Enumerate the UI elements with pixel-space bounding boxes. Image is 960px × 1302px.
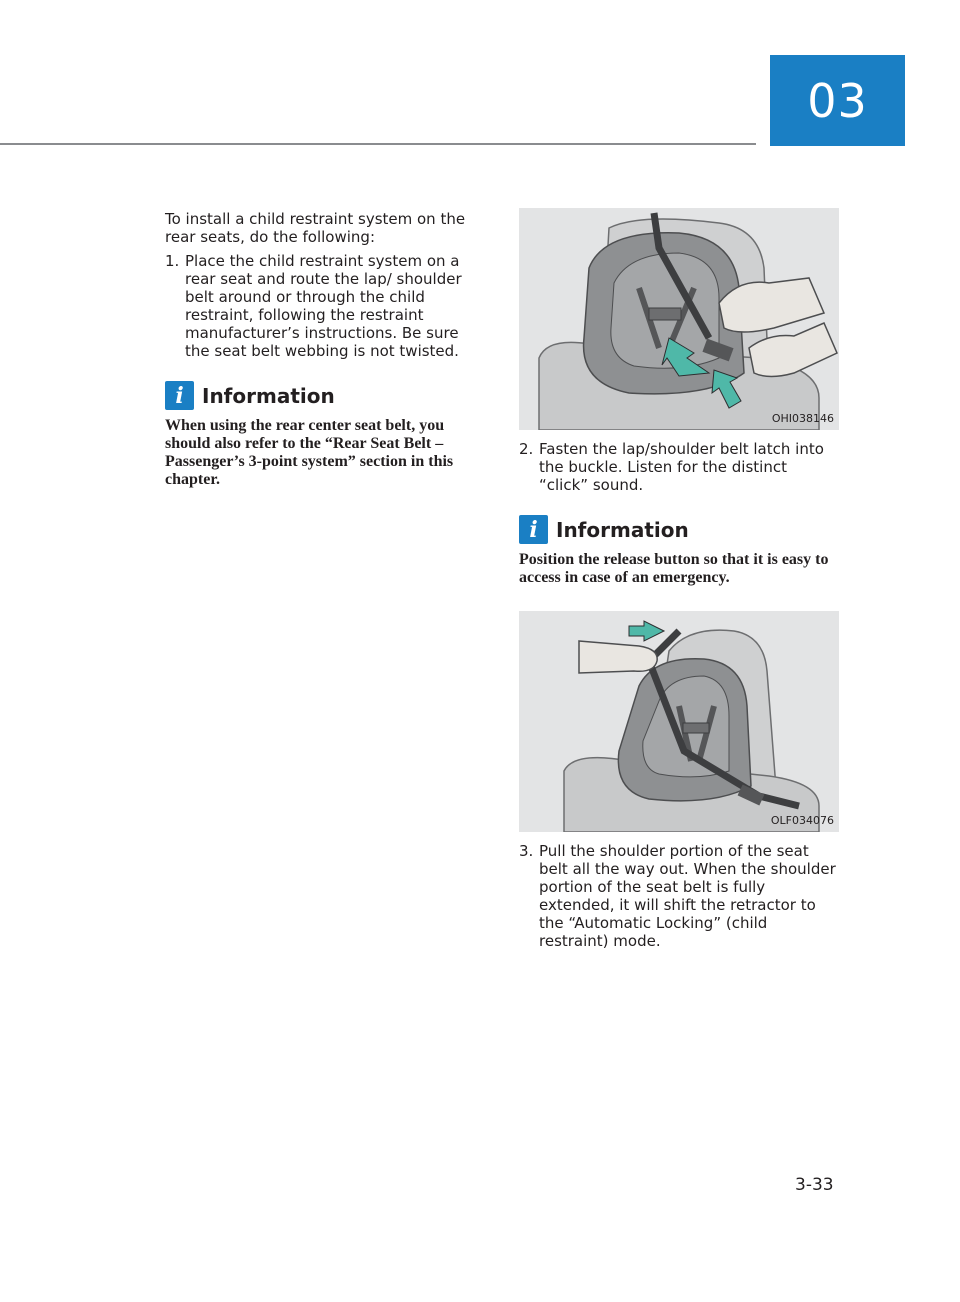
step-text: Place the child restraint system on a rear seat and route the lap/ shoulder belt around or through the child restraint, following the restraint manufacturer’s instructions. Be sure the seat belt webbing is not twisted. <box>185 252 462 360</box>
shoulder-belt-pull-illustration <box>519 611 839 832</box>
header-rule <box>0 143 756 145</box>
figure-shoulder-belt <box>519 611 839 832</box>
step-text: Fasten the lap/shoulder belt latch into the buckle. Listen for the distinct “click” sound. <box>539 440 824 494</box>
chapter-tab <box>770 55 905 146</box>
figure-code: OHI038146 <box>771 412 834 425</box>
page-number: 3-33 <box>795 1175 834 1195</box>
left-column <box>165 210 485 489</box>
intro-text: To install a child restraint system on the rear seats, do the following: <box>165 210 466 246</box>
information-body: Position the release button so that it is easy to access in case of an emergency. <box>519 551 829 586</box>
step-text: Pull the shoulder portion of the seat belt all the way out. When the shoulder portion of the seat belt is fully extended, it will shift the retractor to the “Automatic Locking” (child restraint) mode. <box>539 842 836 950</box>
step-number: 2. <box>519 440 534 458</box>
info-icon: i <box>165 381 194 410</box>
step-number: 3. <box>519 842 534 860</box>
figure-code: OLF034076 <box>770 814 834 827</box>
information-title: Information <box>202 383 335 408</box>
information-title: Information <box>556 517 689 542</box>
step-3 <box>519 842 839 950</box>
info-icon: i <box>519 515 548 544</box>
information-header <box>519 515 839 544</box>
right-column <box>519 208 839 950</box>
step-1 <box>165 252 485 360</box>
figure-buckle-latch <box>519 208 839 430</box>
step-2 <box>519 440 839 494</box>
information-body: When using the rear center seat belt, you should also refer to the “Rear Seat Belt – Passenger’s 3-point system” section in this chapter. <box>165 417 454 488</box>
child-seat-buckle-illustration <box>519 208 839 430</box>
information-header <box>165 381 485 410</box>
step-number: 1. <box>165 252 180 270</box>
chapter-number: 03 <box>807 73 868 128</box>
